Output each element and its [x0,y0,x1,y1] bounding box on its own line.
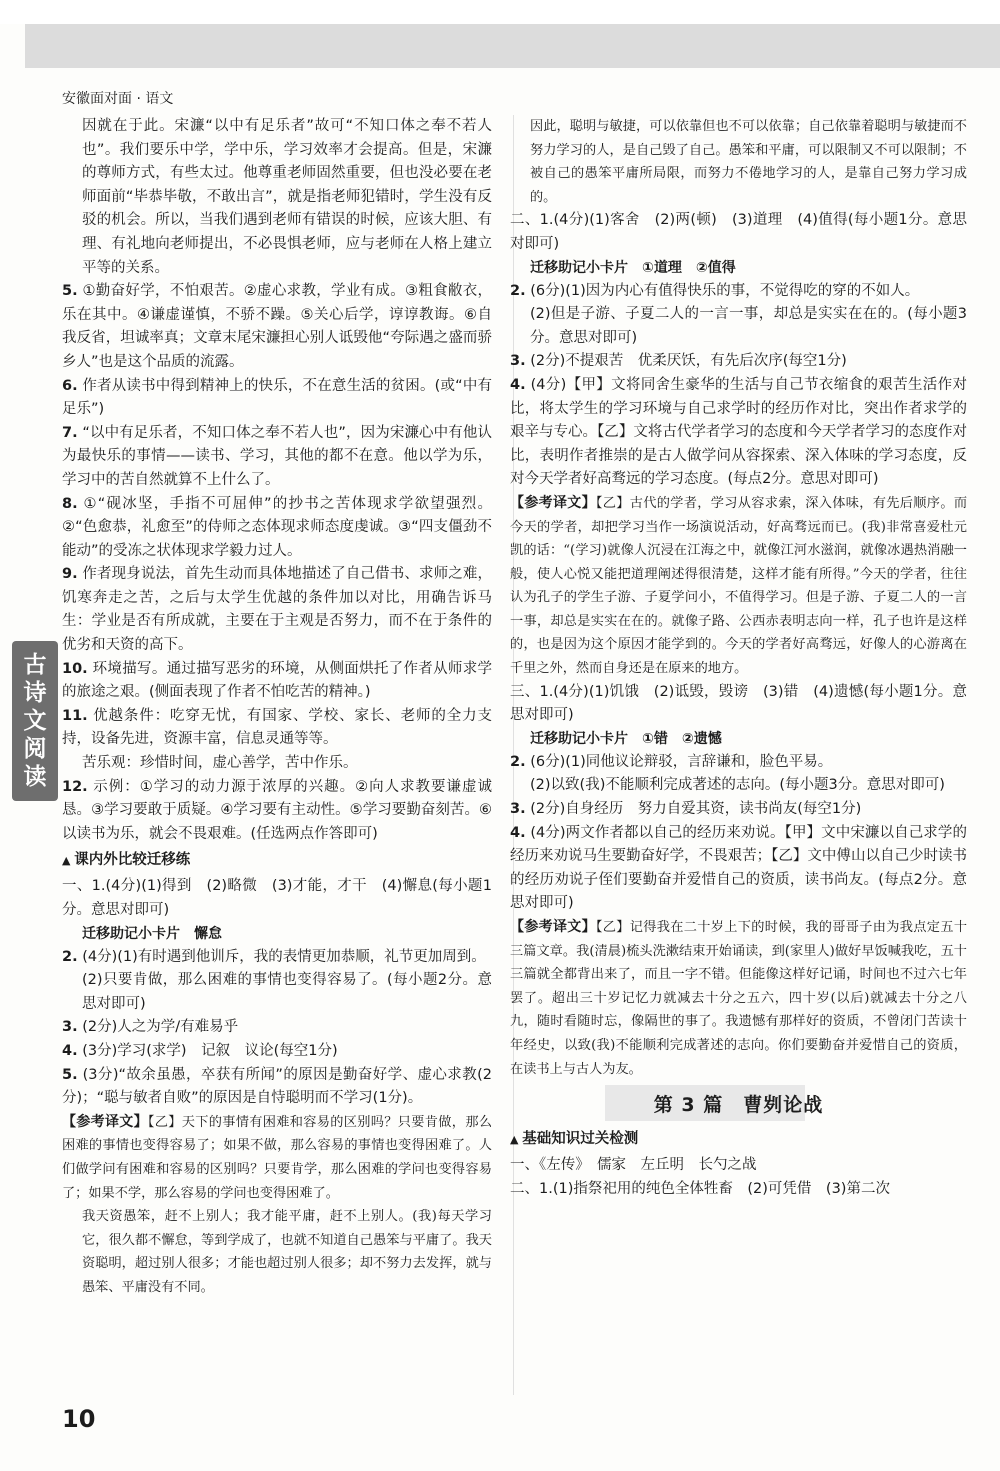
chapter-title-bar [510,1085,967,1121]
answer-item: 8. ①“砚冰坚，手指不可屈伸”的抄书之苦体现求学欲望强烈。②“色愈恭，礼愈至”的侍师之态体现求师态度虔诚。③“四支僵劲不能动”的受冻之状体现求学毅力过人。 [62,495,492,559]
answer-item: 4. (3分)学习(求学) 记叙 议论(每空1分) [62,1042,338,1059]
answer-item: 一、《左传》 儒家 左丘明 长勺之战 [510,1157,757,1174]
chapter-title: 第 3 篇 曹刿论战 [653,1093,824,1116]
translation: 【参考译文】【乙】天下的事情有困难和容易的区别吗？只要肯做，那么困难的事情也变得容易了；如果不做，那么容易的事情也变得困难了。人们做学问有困难和容易的区别吗？只要肯学，那么困难的学问也变得容易了；如果不学，那么容易的学问也变得困难了。 [62,1113,493,1201]
memory-card: 迁移助记小卡片 ①道理 ②值得 [530,259,736,276]
answer-item: 2. (6分)(1)因为内心有值得快乐的事，不觉得吃的穿的不如人。 [510,282,920,299]
answer-item: 一、1.(4分)(1)得到 (2)略微 (3)才能，才干 (4)懈息(每小题1分。意思对即可) [62,878,492,918]
answer-item: 5. (3分)“故余虽愚，卒获有所闻”的原因是勤奋好学、虚心求教(2分)；“聪与敏者自败”的原因是自恃聪明而不学习(1分)。 [62,1066,492,1107]
right-column [510,115,967,1201]
header-band [25,24,1000,68]
answer-item-extra: (2)但是子游、子夏二人的一言一事，却总是实实在在的。(每小题3分。意思对即可) [530,306,967,346]
answer-item: 11. 优越条件：吃穿无忧，有国家、学校、家长、老师的全力支持，设备先进，资源丰富，信息灵通等等。 [62,707,492,748]
answer-item: 6. 作者从读书中得到精神上的快乐，不在意生活的贫困。(或“中有足乐”) [62,377,493,418]
translation: 因此，聪明与敏捷，可以依靠但也不可以依靠；自己依靠着聪明与敏捷而不努力学习的人，是自己毁了自己。愚笨和平庸，可以限制又不可以限制；不被自己的愚笨平庸所局限，而努力不倦地学习的人，是靠自己努力学习成的。 [530,119,967,205]
side-tab-char: 文 [23,708,47,734]
intro-paragraph: 因就在于此。宋濂“以中有足乐者”故可“不知口体之奉不若人也”。我们要乐中学，学中乐，学习效率才会提高。但是，宋濂的尊师方式，有些太过。他尊重老师固然重要，但也没必要在老师面前“毕恭毕敬，不敢出言”，就是指老师犯错时，学生没有反驳的机会。所以，当我们遇到老师有错误的时候，应该大胆、有理、有礼地向老师提出，不必畏惧老师，应与老师在人格上建立平等的关系。 [82,118,492,276]
running-header: 安徽面对面 · 语文 [62,91,174,107]
section-heading: ▲ 基础知识过关检测 [510,1127,967,1152]
side-tab-char: 读 [23,764,47,790]
answer-item: 三、1.(4分)(1)饥饿 (2)诋毁，毁谤 (3)错 (4)遗憾(每小题1分。意思对即可) [510,683,967,724]
answer-item-extra: (2)只要肯做，那么困难的事情也变得容易了。(每小题2分。意思对即可) [82,972,492,1012]
answer-item: 10. 环境描写。通过描写恶劣的环境，从侧面烘托了作者从师求学的旅途之艰。(侧面表现了作者不怕吃苦的精神。) [62,660,493,701]
left-column [62,115,492,1300]
answer-item: 9. 作者现身说法，首先生动而具体地描述了自己借书、求师之难，饥寒奔走之苦，之后与太学生优越的条件加以对比，用确告诉马生：学业是否有所成就，主要在于主观是否努力，而不在于条件的优劣和天资的高下。 [62,566,493,654]
memory-card: 迁移助记小卡片 懈怠 [82,925,222,942]
section-heading: ▲ 课内外比较迁移练 [62,848,492,873]
answer-item: 二、1.(4分)(1)客舍 (2)两(顿) (3)道理 (4)值得(每小题1分。意思对即可) [510,212,967,252]
translation: 我天资愚笨，赶不上别人；我才能平庸，赶不上别人。(我)每天学习它，很久都不懈怠，等到学成了，也就不知道自己愚笨与平庸了。我天资聪明，超过别人很多；才能也超过别人很多；却不努力去发挥，就与愚笨、平庸没有不同。 [82,1209,492,1295]
answer-item: 4. (4分)【甲】文将同舍生豪华的生活与自己节衣缩食的艰苦生活作对比，将太学生的学习环境与自己求学时的经历作对比，突出作者求学的艰辛与专心。【乙】文将古代学者学习的态度和今天学者学习的态度作对比，表明作者推崇的是古人做学问从容探索、深入体味的学习态度，反对今天学者好高骛远的学习态度。(每点2分。意思对即可) [510,376,967,488]
side-tab [12,641,58,801]
answer-item: 二、1.(1)指祭祀用的纯色全体牲畜 (2)可凭借 (3)第二次 [510,1180,890,1197]
answer-item: 5. ①勤奋好学，不怕艰苦。②虚心求教，学业有成。③粗食敝衣，乐在其中。④谦虚谨慎，不骄不躁。⑤关心后学，谆谆教诲。⑥自我反省，坦诚率真；文章末尾宋濂担心别人诋毁他“夸际遇之盛而骄乡人”也是这个品质的流露。 [62,283,492,370]
side-tab-char: 诗 [23,680,47,706]
answer-item: 3. (2分)人之为学/有难易乎 [62,1019,239,1036]
side-tab-char: 阅 [23,736,47,762]
answer-item: 2. (6分)(1)同他议论辩驳，言辞谦和，脸色平易。 [510,753,833,770]
answer-item: 12. 示例：①学习的动力源于浓厚的兴趣。②向人求教要谦虚诚恳。③学习要敢于质疑。④学习要有主动性。⑤学习要勤奋刻苦。⑥以读书为乐，就会不畏艰难。(任选两点作答即可) [62,778,493,842]
answer-item: 3. (2分)自身经历 努力自爱其资，读书尚友(每空1分) [510,801,862,818]
answer-item: 2. (4分)(1)有时遇到他训斥，我的表情更加恭顺，礼节更加周到。 [62,948,486,965]
answer-item: 4. (4分)两文作者都以自己的经历来劝说。【甲】文中宋濂以自己求学的经历来劝说马生要勤奋好学，不畏艰苦；【乙】文中傅山以自己少时读书的经历劝说子侄们要勤奋并爱惜自己的资质，读书尚友。(每点2分。意思对即可) [510,824,968,912]
memory-card: 迁移助记小卡片 ①错 ②遗憾 [530,730,722,747]
translation: 【参考译文】【乙】古代的学者，学习从容求索，深入体味，有先后顺序。而今天的学者，却把学习当作一场演说活动，好高骛远而已。(我)非常喜爱杜元凯的话：“(学习)就像人沉浸在江海之中，就像江河水滋润，就像冰遇热消融一般，使人心悦又能把道理阐述得很清楚，这样才能有所得。”今天的学者，往往认为孔子的学生子游、子夏学问小，不值得学习。但是子游、子夏二人的一言一事，却总是实实在在的。就像子路、公西赤表明志向一样，孔子也许是这样的，也是因为这个原因才能学到的。今天的学者好高骛远，好像人的心游离在千里之外，然而自身还是在原来的地方。 [510,494,968,677]
answer-item-extra: (2)以致(我)不能顺利完成著述的志向。(每小题3分。意思对即可) [530,777,945,794]
answer-item: 3. (2分)不提艰苦 优柔厌饫，有先后次序(每空1分) [510,353,847,370]
answer-item-extra: 苦乐观：珍惜时间，虚心善学，苦中作乐。 [82,755,358,772]
translation: 【参考译文】【乙】记得我在二十岁上下的时候，我的哥哥子由为我点定五十三篇文章。我(清晨)梳头洗漱结束开始诵读，到(家里人)做好早饭喊我吃，五十三篇就全都背出来了，而且一字不错。但能像这样好记诵，时间也不过六七年罢了。超出三十岁记忆力就减去十分之五六，四十岁(以后)就减去十分之八九，随时看随时忘，像隔世的事了。我遗憾有那样好的资质，不曾闭门苦读十年经史，以致(我)不能顺利完成著述的志向。你们要勤奋并爱惜自己的资质，在读书上与古人为友。 [510,919,968,1077]
side-tab-char: 古 [23,652,47,678]
answer-item: 7. “以中有足乐者，不知口体之奉不若人也”，因为宋濂心中有他认为最快乐的事情——读书、学习，其他的都不在意。他以学为乐，学习中的苦自然就算不上什么了。 [62,424,493,488]
page-number: 10 [62,1405,96,1433]
top-margin [0,0,1000,24]
